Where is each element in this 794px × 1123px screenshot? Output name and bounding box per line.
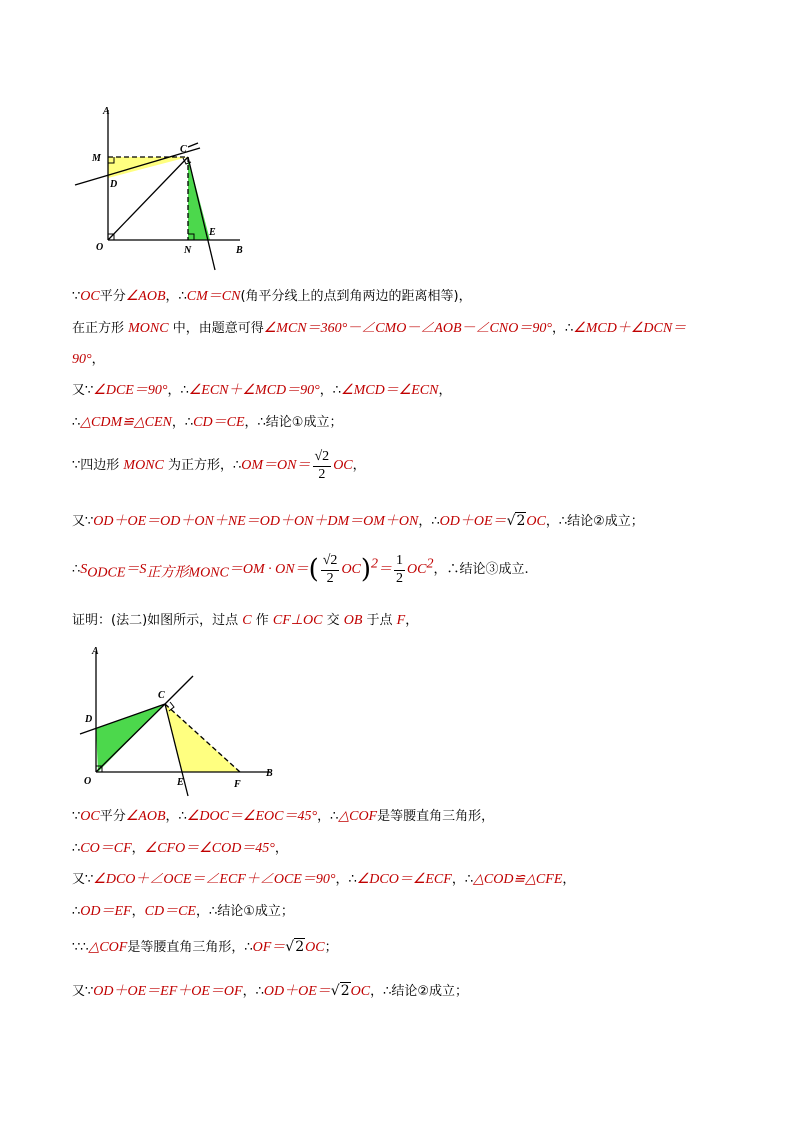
line-2: 在正方形 MONC 中，由题意可得∠MCN＝360°－∠CMO－∠AOB－∠CNO＝90°，∴∠MCD＋∠DCN＝ bbox=[72, 321, 687, 336]
line-12: 又∵∠DCO＋∠OCE＝∠ECF＋∠OCE＝90°，∴∠DCO＝∠ECF，∴△COD≌△CFE， bbox=[72, 872, 576, 887]
label-m: M bbox=[92, 153, 101, 164]
label-e: E bbox=[177, 777, 184, 788]
label-b: B bbox=[236, 245, 243, 256]
line-3: 90°， bbox=[72, 352, 105, 367]
label-a: A bbox=[103, 106, 110, 117]
label-c: C bbox=[180, 144, 187, 155]
line-10: ∵OC平分∠AOB，∴∠DOC＝∠EOC＝45°，∴△COF是等腰直角三角形， bbox=[72, 809, 495, 824]
line-4: 又∵∠DCE＝90°，∴∠ECN＋∠MCD＝90°，∴∠MCD＝∠ECN， bbox=[72, 383, 452, 398]
label-c: C bbox=[158, 690, 165, 701]
line-1: ∵OC平分∠AOB，∴CM＝CN(角平分线上的点到角两边的距离相等)， bbox=[72, 289, 472, 304]
line-9: 证明：(法二)如图所示，过点 C 作 CF⊥OC 交 OB 于点 F， bbox=[72, 613, 419, 628]
label-o: O bbox=[96, 242, 104, 253]
label-n: N bbox=[184, 245, 192, 256]
line-7: 又∵OD＋OE＝OD＋ON＋NE＝OD＋ON＋DM＝OM＋ON，∴OD＋OE＝√2OC，∴结论②成立； bbox=[72, 513, 644, 529]
fraction-sqrt2-over-2: $\frac{√2}{2}$ bbox=[314, 449, 330, 482]
label-a: A bbox=[92, 646, 99, 657]
label-d: D bbox=[85, 714, 93, 725]
sqrt-2: √2 bbox=[506, 513, 526, 529]
line-13: ∴OD＝EF，CD＝CE，∴结论①成立； bbox=[72, 904, 294, 919]
line-11: ∴CO＝CF，∠CFO＝∠COD＝45°， bbox=[72, 841, 288, 856]
label-d: D bbox=[110, 179, 118, 190]
label-o: O bbox=[84, 776, 92, 787]
figure-1-square-diagram bbox=[70, 100, 260, 275]
line-5: ∴△CDM≌△CEN，∴CD＝CE，∴结论①成立； bbox=[72, 415, 343, 430]
line-15: 又∵OD＋OE＝EF＋OE＝OF，∴OD＋OE＝√2OC，∴结论②成立； bbox=[72, 983, 468, 999]
label-b: B bbox=[266, 768, 273, 779]
line-6: ∵四边形 MONC 为正方形，∴OM＝ON＝ $\frac{√2}{2}$ OC， bbox=[72, 449, 366, 482]
yellow-triangle-mcd bbox=[108, 157, 188, 178]
line-14: ∵∴△COF是等腰直角三角形，∴OF＝√2OC； bbox=[72, 939, 338, 955]
figure-2-diagram bbox=[75, 640, 285, 800]
line-8: $\therefore S_{ODCE}=S_{正方形MONC}=OM \cdot ON=$( $\frac{√2}{2}$ OC)$^2$＝ $\frac{1}{2}$ $OC^2$，∴结论③成立. bbox=[72, 553, 529, 586]
label-e: E bbox=[209, 227, 216, 238]
label-f: F bbox=[234, 779, 241, 790]
